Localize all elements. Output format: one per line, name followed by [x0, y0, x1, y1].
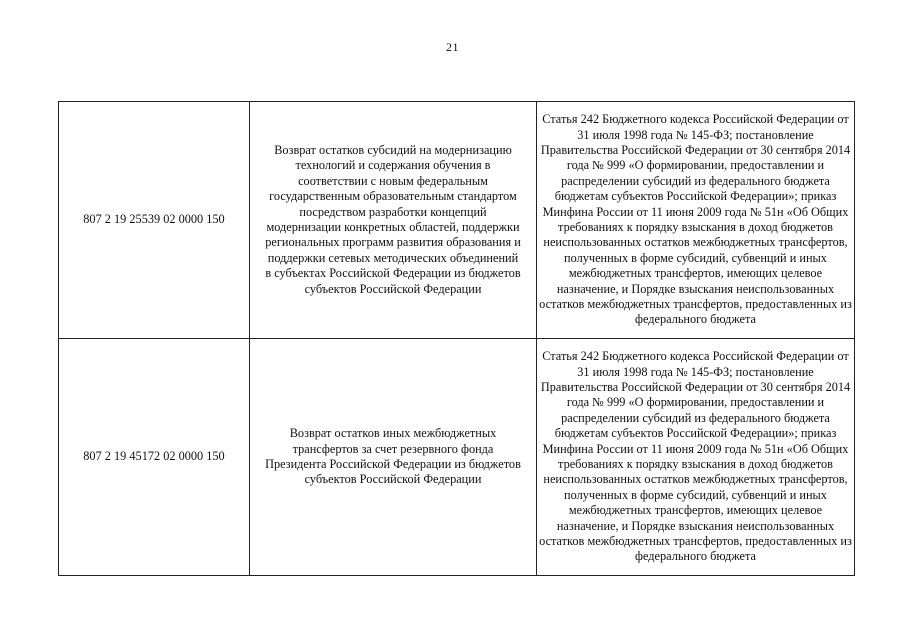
table-row	[59, 102, 855, 339]
legal-basis-cell: Статья 242 Бюджетного кодекса Российской Федерации от 31 июля 1998 года № 145-ФЗ; постановление Правительства Российской Федерации от 30 сентября 2014 года № 999 «О формировании, предоставлении и распределении субсидий из федерального бюджета бюджетам субъектов Российской Федерации»; приказ Минфина России от 11 июня 2009 года № 51н «Об Общих требованиях к порядку взыскания в доход бюджетов неиспользованных остатков межбюджетных трансфертов, полученных в форме субсидий, субвенций и иных межбюджетных трансфертов, имеющих целевое назначение, и Порядке взыскания неиспользованных остатков межбюджетных трансфертов, предоставленных из федерального бюджета	[537, 339, 855, 576]
budget-code-cell: 807 2 19 25539 02 0000 150	[59, 102, 250, 339]
legal-basis-cell: Статья 242 Бюджетного кодекса Российской Федерации от 31 июля 1998 года № 145-ФЗ; постановление Правительства Российской Федерации от 30 сентября 2014 года № 999 «О формировании, предоставлении и распределении субсидий из федерального бюджета бюджетам субъектов Российской Федерации»; приказ Минфина России от 11 июня 2009 года № 51н «Об Общих требованиях к порядку взыскания в доход бюджетов неиспользованных остатков межбюджетных трансфертов, полученных в форме субсидий, субвенций и иных межбюджетных трансфертов, имеющих целевое назначение, и Порядке взыскания неиспользованных остатков межбюджетных трансфертов, предоставленных из федерального бюджета	[537, 102, 855, 339]
page-number: 21	[446, 40, 459, 54]
budget-codes-table	[58, 101, 855, 576]
description-cell: Возврат остатков иных межбюджетных трансфертов за счет резервного фонда Президента Российской Федерации из бюджетов субъектов Российской Федерации	[250, 339, 537, 576]
table-row	[59, 339, 855, 576]
description-cell: Возврат остатков субсидий на модернизацию технологий и содержания обучения в соответствии с новым федеральным государственным образовательным стандартом посредством разработки концепций модернизации конкретных областей, поддержки региональных программ развития образования и поддержки сетевых методических объединений в субъектах Российской Федерации из бюджетов субъектов Российской Федерации	[250, 102, 537, 339]
budget-code-cell: 807 2 19 45172 02 0000 150	[59, 339, 250, 576]
